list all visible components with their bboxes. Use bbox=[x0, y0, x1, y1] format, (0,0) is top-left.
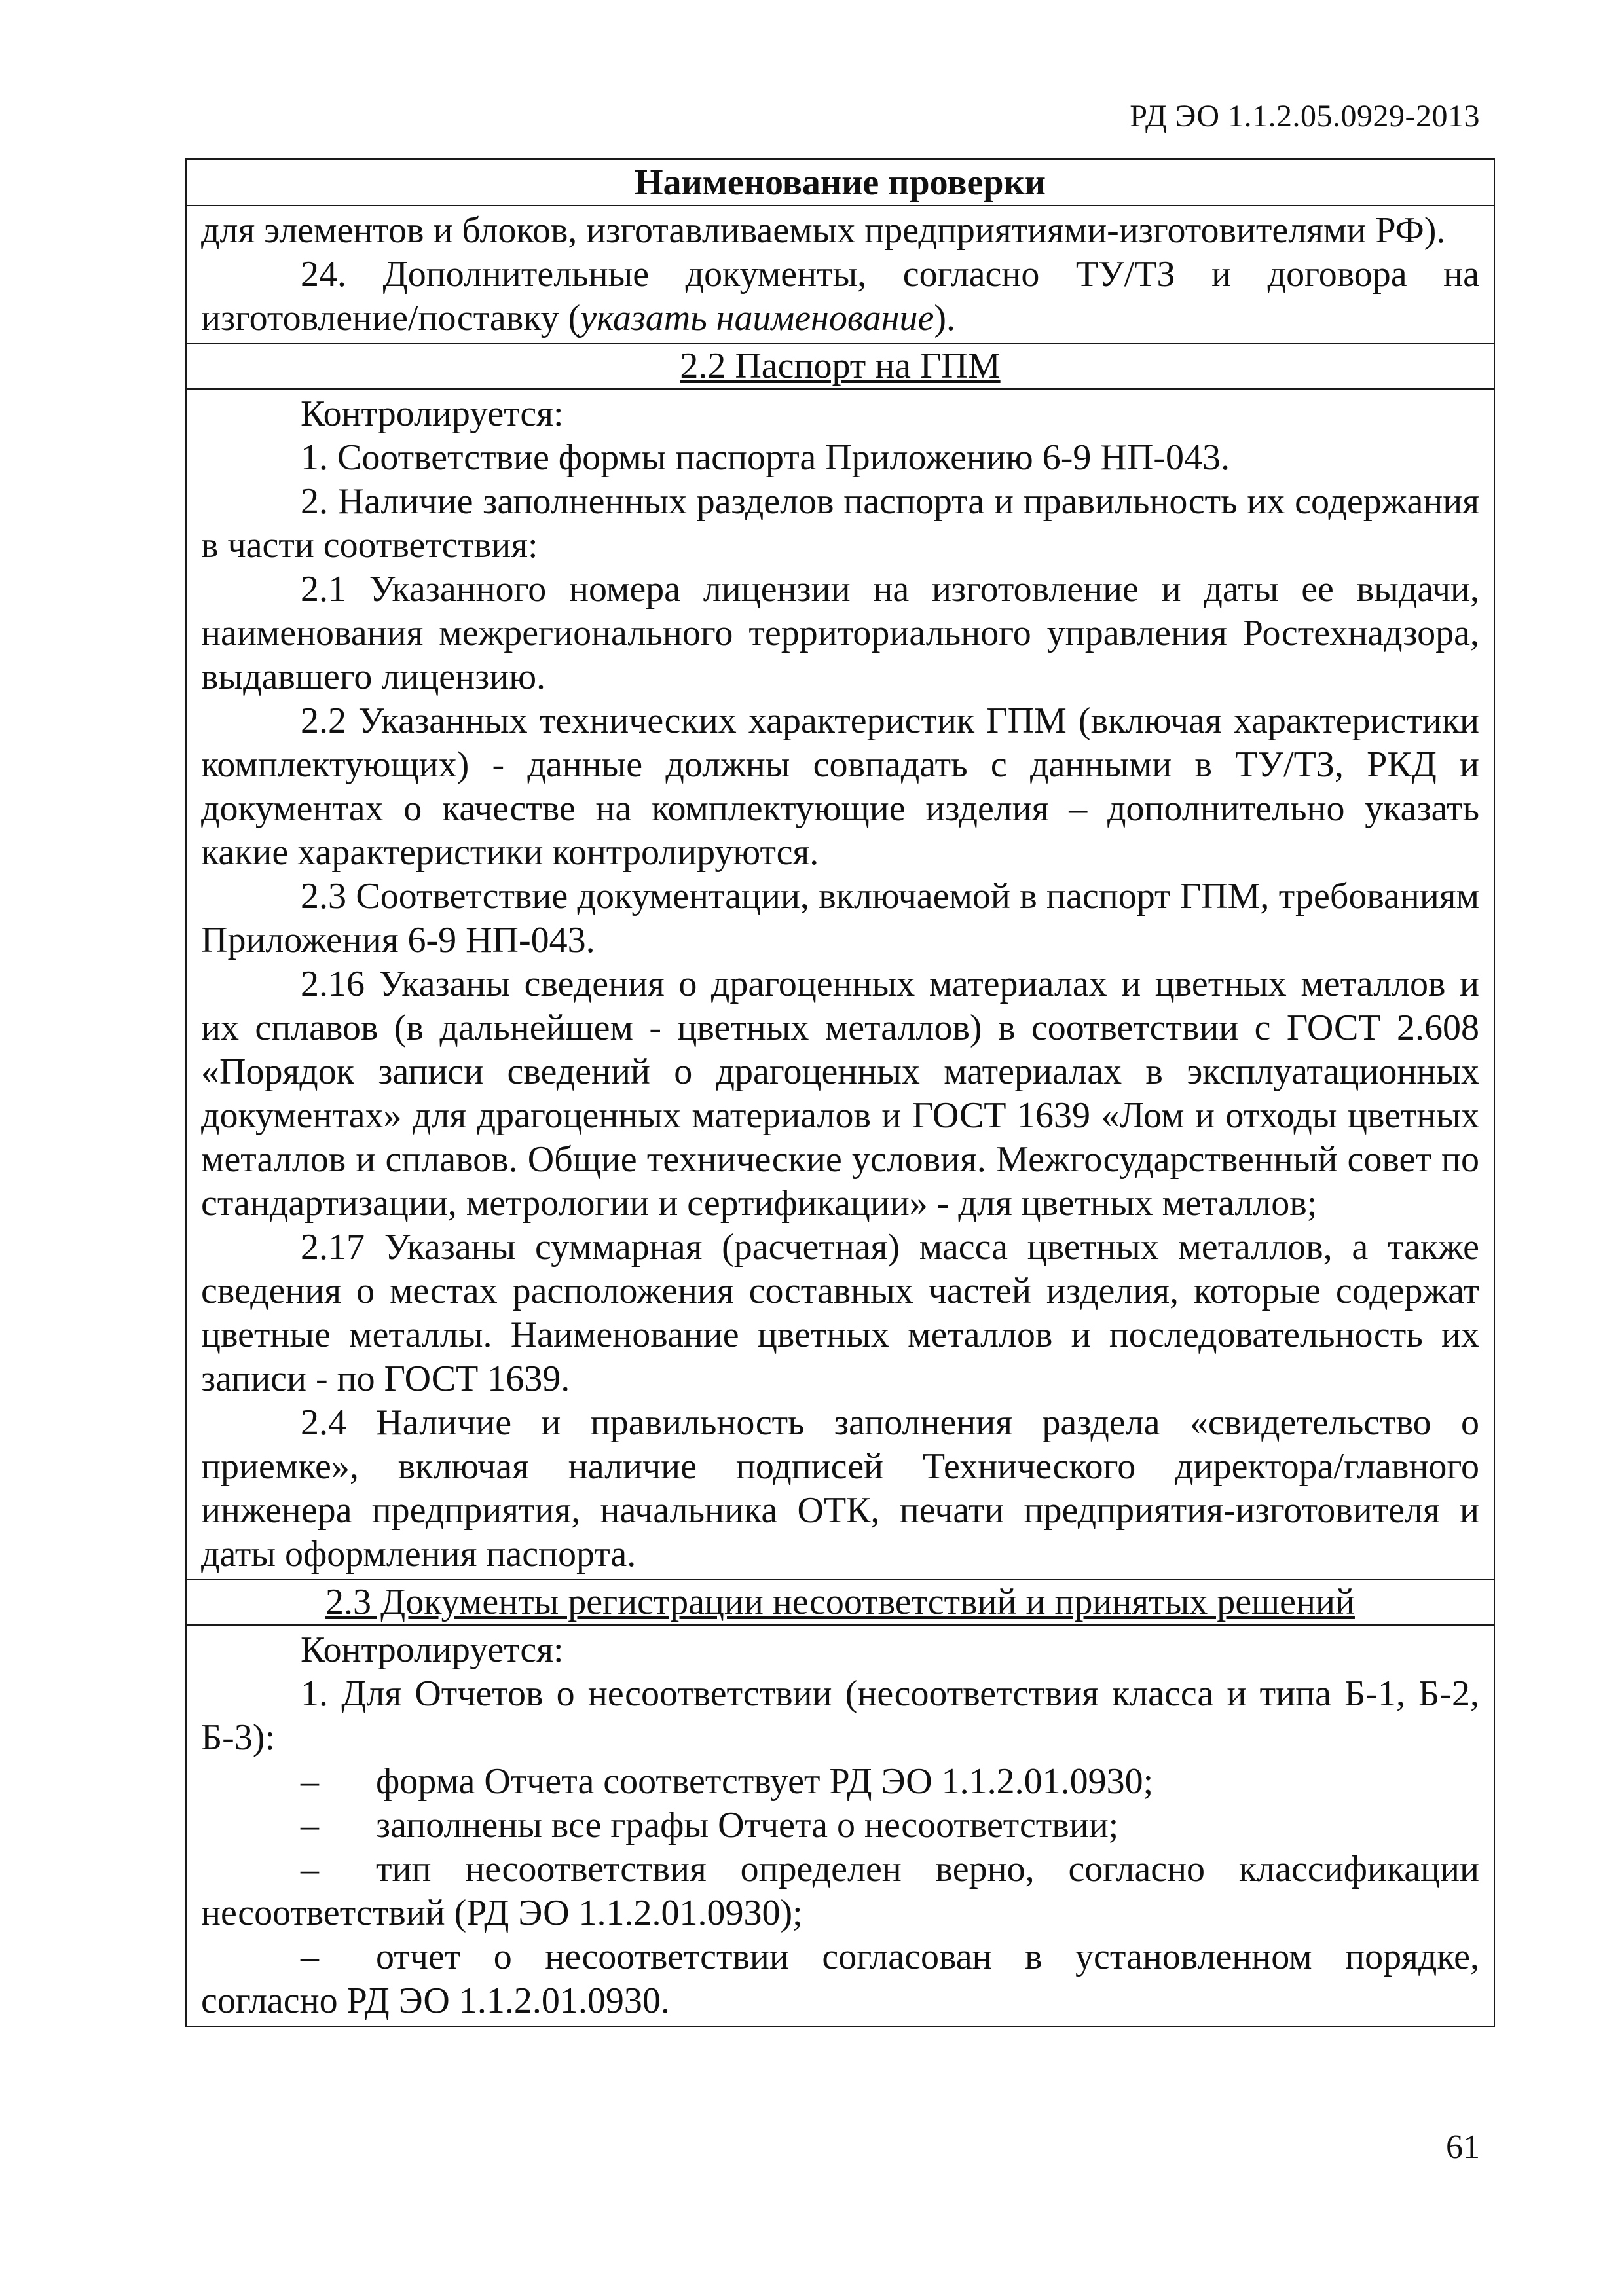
paragraph-1: 1. Соответствие формы паспорта Приложению 6-9 НП-043. bbox=[301, 437, 1230, 478]
table-row bbox=[186, 206, 1494, 344]
item-24 bbox=[201, 253, 1479, 340]
item-24-end: ). bbox=[934, 298, 956, 338]
paragraph-2-17: 2.17 Указаны суммарная (расчетная) масса цветных металлов, а также сведения о местах расположения составных частей изделия, которые содержат цветные металлы. Наименование цветных металлов и последовательность их записи - по ГОСТ 1639. bbox=[201, 1227, 1479, 1399]
table-header-row bbox=[186, 159, 1494, 206]
section-intro: Контролируется: bbox=[301, 393, 564, 434]
section-intro: Контролируется: bbox=[301, 1630, 564, 1670]
section-title-2-2: 2.2 Паспорт на ГПМ bbox=[186, 344, 1494, 389]
continuation-cell bbox=[186, 206, 1494, 344]
paragraph-2-4: 2.4 Наличие и правильность заполнения раздела «свидетельство о приемке», включая наличие подписей Технического директора/главного инженера предприятия, начальника ОТК, печати предприятия-изготовителя и даты оформления паспорта. bbox=[201, 1402, 1479, 1575]
list-item bbox=[201, 1848, 1479, 1935]
paragraph-1: 1. Для Отчетов о несоответствии (несоответствия класса и типа Б-1, Б-2, Б-3): bbox=[201, 1673, 1479, 1758]
dash-mark: – bbox=[301, 1805, 319, 1846]
table-row bbox=[186, 1625, 1494, 2026]
list-item-text: отчет о несоответствии согласован в установленном порядке, согласно РД ЭО 1.1.2.01.0930. bbox=[201, 1937, 1479, 2021]
item-24-text: 24. Дополнительные документы, согласно ТУ/ТЗ и договора на изготовление/поставку ( bbox=[201, 254, 1479, 338]
list-item bbox=[201, 1935, 1479, 2023]
dash-mark: – bbox=[301, 1761, 319, 1802]
document-code: РД ЭО 1.1.2.05.0929-2013 bbox=[1130, 99, 1480, 134]
table-row bbox=[186, 389, 1494, 1580]
section-header-row bbox=[186, 1580, 1494, 1625]
list-item-text: тип несоответствия определен верно, согласно классификации несоответствий (РД ЭО 1.1.2.01.0930); bbox=[201, 1849, 1479, 1933]
list-item bbox=[201, 1804, 1479, 1848]
section-2-3-content bbox=[186, 1625, 1494, 2026]
item-24-italic: указать наименование bbox=[580, 298, 934, 338]
section-header-row bbox=[186, 344, 1494, 389]
dash-mark: – bbox=[301, 1849, 319, 1889]
paragraph-2-16: 2.16 Указаны сведения о драгоценных материалах и цветных металлов и их сплавов (в дальнейшем - цветных металлов) в соответствии с ГОСТ 2.608 «Порядок записи сведений о драгоценных материалах в эксплуатационных документах» для драгоценных материалов и ГОСТ 1639 «Лом и отходы цветных металлов и сплавов. Общие технические условия. Межгосударственный совет по стандартизации, метрологии и сертификации» - для цветных металлов; bbox=[201, 964, 1479, 1224]
section-2-2-content bbox=[186, 389, 1494, 1580]
dash-mark: – bbox=[301, 1937, 319, 1977]
list-item-text: форма Отчета соответствует РД ЭО 1.1.2.01.0930; bbox=[376, 1761, 1154, 1802]
inspection-table bbox=[185, 158, 1495, 2027]
page-number: 61 bbox=[1446, 2128, 1480, 2166]
paragraph-2-2: 2.2 Указанных технических характеристик ГПМ (включая характеристики комплектующих) - данные должны совпадать с данными в ТУ/ТЗ, РКД и документах о качестве на комплектующие изделия – дополнительно указать какие характеристики контролируются. bbox=[201, 701, 1479, 873]
list-item-text: заполнены все графы Отчета о несоответствии; bbox=[376, 1805, 1119, 1846]
list-item bbox=[201, 1760, 1479, 1804]
column-header: Наименование проверки bbox=[186, 159, 1494, 206]
paragraph-2-3: 2.3 Соответствие документации, включаемой в паспорт ГПМ, требованиям Приложения 6-9 НП-043. bbox=[201, 876, 1479, 960]
paragraph-2-1: 2.1 Указанного номера лицензии на изготовление и даты ее выдачи, наименования межрегионального территориального управления Ростехнадзора, выдавшего лицензию. bbox=[201, 569, 1479, 697]
paragraph-2: 2. Наличие заполненных разделов паспорта и правильность их содержания в части соответствия: bbox=[201, 481, 1479, 566]
section-title-2-3: 2.3 Документы регистрации несоответствий и принятых решений bbox=[186, 1580, 1494, 1625]
continuation-line: для элементов и блоков, изготавливаемых предприятиями-изготовителями РФ). bbox=[201, 210, 1446, 251]
